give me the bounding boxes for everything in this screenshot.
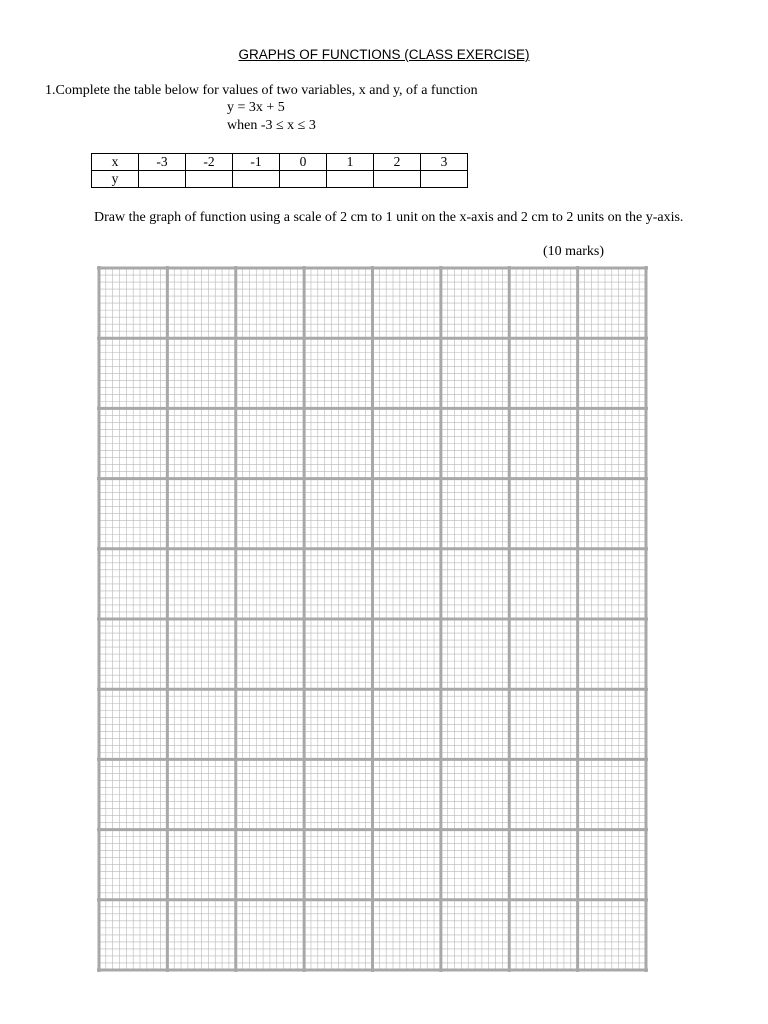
y-value-cell[interactable]: [139, 171, 186, 188]
graph-paper[interactable]: [97, 266, 648, 972]
function-equation: y = 3x + 5: [227, 100, 285, 115]
x-value-cell: 3: [421, 154, 468, 171]
y-value-cell[interactable]: [421, 171, 468, 188]
y-value-cell[interactable]: [280, 171, 327, 188]
x-value-cell: 1: [327, 154, 374, 171]
x-header: x: [92, 154, 139, 171]
y-header: y: [92, 171, 139, 188]
question-intro: 1.Complete the table below for values of two variables, x and y, of a function: [45, 83, 478, 98]
table-row-y: [92, 171, 468, 188]
page-title: GRAPHS OF FUNCTIONS (CLASS EXERCISE): [238, 47, 530, 62]
function-domain: when -3 ≤ x ≤ 3: [227, 118, 316, 133]
values-table: [91, 153, 468, 188]
x-value-cell: -2: [186, 154, 233, 171]
marks-label: (10 marks): [543, 244, 605, 259]
x-value-cell: 0: [280, 154, 327, 171]
y-value-cell[interactable]: [186, 171, 233, 188]
x-value-cell: -3: [139, 154, 186, 171]
x-value-cell: 2: [374, 154, 421, 171]
graph-paper-grid[interactable]: [97, 266, 648, 972]
x-value-cell: -1: [233, 154, 280, 171]
y-value-cell[interactable]: [327, 171, 374, 188]
graph-instruction: Draw the graph of function using a scale of 2 cm to 1 unit on the x-axis and 2 cm to 2 units on the y-axis.: [94, 210, 684, 225]
y-value-cell[interactable]: [374, 171, 421, 188]
table-row-x: [92, 154, 468, 171]
y-value-cell[interactable]: [233, 171, 280, 188]
